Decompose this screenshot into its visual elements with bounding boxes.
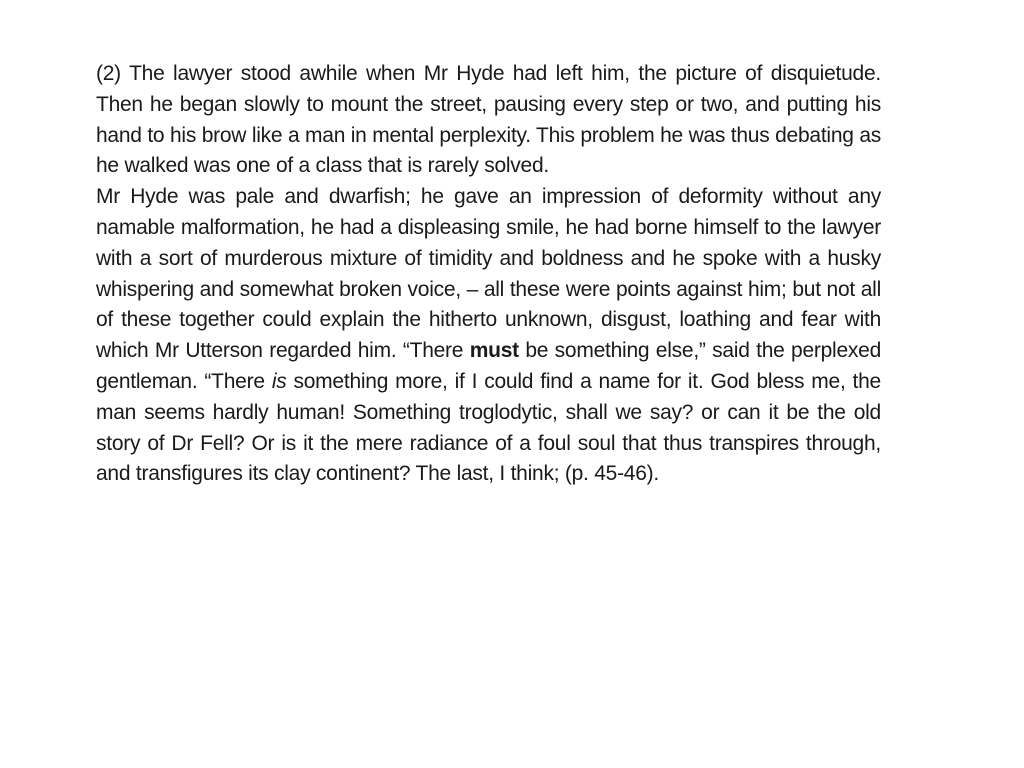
emphasis-italic-is: is xyxy=(271,369,287,393)
emphasis-bold-must: must xyxy=(469,339,519,363)
paragraph-2-part-1: Mr Hyde was pale and dwarfish; he gave an impression of deformity without any namable malformation, he had a displeasing smile, he had borne himself to the lawyer with a sort of murderous mixture of timidity and boldness and he spoke with a husky whispering and somewhat broken voice, – all these were points against him; but not all of these together could explain the hitherto unknown, disgust, loathing and fear with which Mr Utterson regarded him. “There xyxy=(96,185,881,363)
paragraph-1: (2) The lawyer stood awhile when Mr Hyde had left him, the picture of disquietude. Then he began slowly to mount the street, pausing every step or two, and putting his hand to his brow like a man in mental perplexity. This problem he was thus debating as he walked was one of a class that is rarely solved. xyxy=(96,62,881,178)
paragraph-2 xyxy=(96,182,881,490)
paragraph-2-part-3: something more, if I could find a name for it. God bless me, the man seems hardly human! Something troglodytic, shall we say? or can it be the old story of Dr Fell? Or is it the mere radiance of a foul soul that thus transpires through, and transfigures its clay continent? The last, I think; (p. 45-46). xyxy=(96,369,881,486)
quote-text-block xyxy=(96,59,881,490)
paragraph-2-part-2: be something else,” said the perplexed gentleman. “There xyxy=(96,339,882,393)
